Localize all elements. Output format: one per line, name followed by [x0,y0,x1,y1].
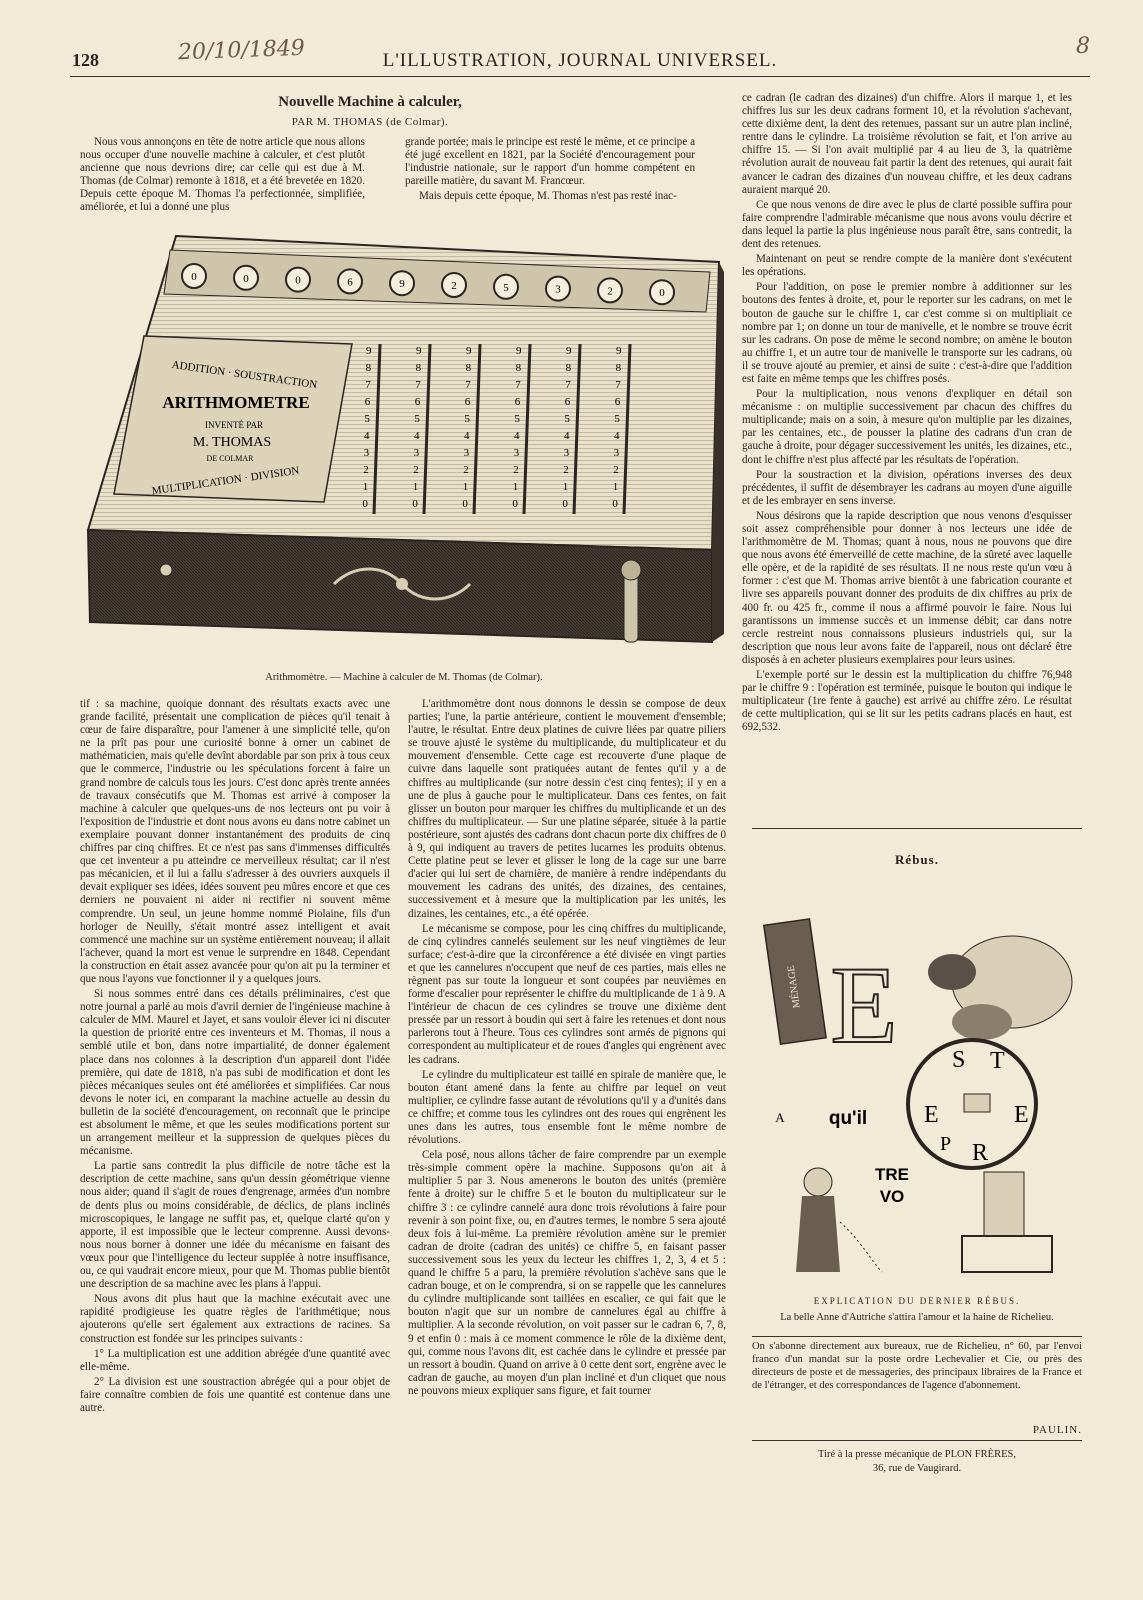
slot-scale-digit: 9 [366,345,372,357]
slot-scale-digit: 7 [515,379,521,391]
paragraph: Le cylindre du multiplicateur est taillé en spirale de manière que, le bouton étant amené dans la fente au chiffre par lequel on veut multiplier, ce cylindre fasse autant de révolutions qu'il y a d'unités dans ce chiffre; et comme tous les cylindres ont des roues qui engrènent les unes dans les autres, tous ensemble font le même nombre de révolutions. [408,1068,726,1147]
slot-scale-digit: 2 [413,464,419,476]
rebus-drawing [752,872,1082,1292]
paragraph: Cela posé, nous allons tâcher de faire comprendre par un exemple très-simple comment opère la machine. Supposons qu'on ait à multiplier 5 par 3. Nous amenerons le bouton des unités (première fente à droite) sur le chiffre 5 et le bouton du multiplicateur sur le chiffre 3 : ce cylindre cannelé aura donc trois révolutions à faire pour revenir à son point fixe, ou, en d'autres termes, le nombre 5 sera ajouté deux fois à lui-même. La première révolution amène sur le premier cadran de droite (cadran des unités) ce chiffre 5, en faisant passer successivement sous les yeux du lecteur les chiffres 1, 2, 3, 4 et 5 : quand le chiffre 5 a paru, la première révolution s'achève sans que le cadran bouge, et on le comprendra, si on se rappelle que les cannelures du cylindre multiplicande sont taillées en escalier, ce qui fait que le bouton n'agit que sur un nombre de cannelures égal au chiffre à multiplier. A la seconde révolution, on voit passer sur le cadran 6, 7, 8, 9 et enfin 0 : mais à ce moment commence le rôle de la dixième dent, qui, comme nous l'avons dit, est cachée dans le cylindre et pressée par un ressort à boudin. Quand on arrive à 0 cette dent sort, engrène avec le cadran de gauche, au moyen d'un plan incliné et d'un cliquet que nous ne pouvons mieux expliquer sans figure, et fait tourner [408,1149,726,1397]
slot-scale-digit: 4 [614,430,620,442]
slot-scale-digit: 0 [462,498,468,510]
horn-letter-3: T [990,1048,1005,1074]
slot-scale-digit: 6 [414,396,421,408]
slot-scale-digit: 9 [466,345,472,357]
paragraph: 2° La division est une soustraction abrégée qui a pour objet de faire connaître combien de fois une quantité est contenue dans une autre. [80,1375,390,1414]
rebus-explanation-text: La belle Anne d'Autriche s'attira l'amour et la haine de Richelieu. [780,1312,1054,1323]
slot-scale-digit: 1 [562,481,569,493]
horn-letter-6: P [940,1133,952,1155]
slot-scale-digit: 2 [363,464,369,476]
plate-line-4: M. THOMAS [192,435,272,450]
dial-digit: 2 [607,285,613,298]
paragraph: 1° La multiplication est une addition abrégée d'une quantité avec elle-même. [80,1347,390,1373]
slot-scale-digit: 6 [514,396,521,408]
slot-scale-digit: 6 [464,396,471,408]
paragraph: Le mécanisme se compose, pour les cinq chiffres du multiplicande, de cinq cylindres cannelés seulement sur les neuf vingtièmes de leur surface; c'est-à-dire que la circonférence a été divisée en vingt parties et que les cannelures n'occupent que neuf de ces parties, mais elles ne règnent pas sur toute la longueur et sont coupées par neuvièmes en forme d'escalier pour représenter le chiffre du multiplicande de 1 à 9. A l'intérieur de chacun de ces cylindres se trouve une dixième dent pressée par un ressort à boudin qui sert à faire les retenues et dont nous parlerons tout à l'heure. Tous ces cylindres sont armés de pignons qui correspondent au multiplicateur et de roues d'angles qui engrènent avec les cadrans. [408,922,726,1066]
slot-scale-digit: 5 [614,413,620,425]
letter-e: E [830,944,898,1066]
paragraph: La partie sans contredit la plus difficile de notre tâche est la description de cette machine, sans qu'un dessin géométrique vienne nous aider; quand il s'agit de roues d'engrenage, armées d'un nombre de dents plus ou moins considérable, de déclics, de plans inclinés microscopiques, le langage ne suffit pas, et, quelque clarté qu'on y apporte, il est impossible que le lecteur comprenne. Aussi devons-nous nous borner à donner une idée du mécanisme en faisant des vœux pour que l'intelligence du lecteur supplée à notre insuffisance, ou, ce qui vaudrait encore mieux, pour que M. Thomas publie bientôt une description de sa machine avec les plans à l'appui. [80,1160,390,1291]
person-head-icon [804,1168,832,1196]
slot-scale-digit: 5 [514,413,520,425]
paragraph: L'exemple porté sur le dessin est la multiplication du chiffre 76,948 par le chiffre 9 : l'opération est terminée, puisque le bouton qui indique le multiplicateur (1re fente à gauche) est arrivé au chiffre zéro. Le résultat de cette multiplication, qui se lit sur les petits cadrans placés en haut, est 692,532. [742,669,1072,734]
column-1-bottom [80,698,390,1458]
paragraph: L'arithmomètre dont nous donnons le dessin se compose de deux parties; l'une, la partie antérieure, contient le mouvement d'ensemble; l'autre, le résultat. Entre deux platines de cuivre liées par quatre piliers se trouve ajusté le système du multiplicande, du multiplicateur et du mouvement d'ensemble. Cette cage est recouverte d'une plaque de cuivre dans laquelle sont pratiquées autant de fentes qu'il y a de chiffres au multiplicande (sur notre dessin c'est cinq fentes); il y en a une de plus à gauche pour le multiplicateur. Dans ces fentes, on fait glisser un bouton pour marquer les chiffres du multiplicande et un des chiffres du multiplicateur. — Sur une platine séparée, située à la partie postérieure, sont ajustés des cadrans dont chacun porte dix chiffres de 0 à 9, qui indiquent au travers de petites lucarnes les produits obtenus. Cette platine peut se lever et glisser le long de la cage sur une barre d'acier qui lui sert de charnière, de manière à rendre indépendants du mouvement les cadrans des unités, des dizaines, des centaines, successivement et à mesure que la multiplication par les unités, les dizaines, les centaines, etc., a été opérée. [408,698,726,920]
signature: PAULIN. [1032,1424,1082,1436]
paragraph: Nous désirons que la rapide description que nous venons d'esquisser soit assez compréhensible pour donner à nos lecteurs une idée de l'arithmomètre de M. Thomas; quant à nous, nous ne pouvons que dire que nous avons été émerveillé de cette machine, de la sûreté avec laquelle elle opère, et de la rapidité de ses résultats. Il ne nous reste qu'un vœu à former : c'est que M. Thomas arrive bientôt à une fabrication courante et livre ses appareils pouvant donner des produits de dix chiffres au prix de 400 fr. ou 425 fr., comme il nous a affirmé pouvoir le faire. Nous lui garantissons un immense succès et un immense débit; car dans notre cercle restreint nous connaissons plusieurs industriels qui, sur la description que nous leur avons faite de l'appareil, nous ont déclaré être disposés à en acheter plusieurs exemplaires pour leurs usines. [742,509,1072,666]
dial-digit: 2 [451,280,457,292]
divider [752,1336,1082,1337]
slot-scale-digit: 9 [566,345,572,357]
dial-digit: 6 [347,276,353,289]
column-3 [742,92,1072,822]
rebus [752,852,1082,1292]
tomb-icon [984,1172,1024,1236]
paragraph: Pour la soustraction et la division, opérations inverses des deux précédentes, il suffit de désembrayer les cadrans au moyen d'une aiguille et de les embrayer en sens inverse. [742,468,1072,507]
horn-letter-4: E [1014,1102,1029,1128]
paragraph: Maintenant on peut se rendre compte de la manière dont s'exécutent les opérations. [742,253,1072,279]
printer-line-2: 36, rue de Vaugirard. [872,1463,962,1474]
plate-line-3: INVENTÉ PAR [205,420,263,430]
word-vo: VO [879,1187,905,1206]
horn-letter-1: E [924,1102,939,1128]
column-1-top [80,136,365,216]
running-head [70,34,1090,77]
arithmometer-drawing [84,232,724,660]
horn-letter-5: R [972,1140,989,1166]
slot-scale-digit: 6 [564,396,571,408]
slot-scale-digit: 2 [563,464,569,476]
slot-scale-digit: 4 [364,430,370,442]
letter-a: A [775,1110,785,1125]
slot-scale-digit: 3 [463,447,470,459]
slot-scale-digit: 7 [365,379,371,391]
slot-scale-digit: 5 [414,413,420,425]
paragraph: Nous avons dit plus haut que la machine exécutait avec une rapidité prodigieuse les quatre règles de l'arithmétique; nous ajouterons qu'elle sert également aux extractions de racines. Sa construction est fondée sur les principes suivants : [80,1293,390,1345]
subscription-notice: On s'abonne directement aux bureaux, rue de Richelieu, n° 60, par l'envoi franco d'un mandat sur la poste ordre Lechevalier et Cie, ou près des directeurs de poste et de messageries, des principaux libraires de la France et de l'étranger, et des correspondances de l'agence d'abonnement. [752,1341,1082,1391]
slot-scale-digit: 4 [464,430,470,442]
slot-scale-digit: 5 [364,413,370,425]
rebus-title: Rébus. [895,852,939,867]
cheese-icon [964,1094,990,1112]
divider [752,1440,1082,1441]
plate-line-5: DE COLMAR [206,454,254,463]
handwritten-mark: 8 [1076,34,1090,59]
dial-digit: 0 [659,287,665,300]
slot-scale-digit: 3 [363,447,370,459]
slot-scale-digit: 3 [613,447,620,459]
divider [752,828,1082,829]
slot-scale-digit: 1 [412,481,419,493]
slot-scale-digit: 0 [412,498,418,510]
slot-scale-digit: 7 [415,379,421,391]
slot-scale-digit: 9 [616,345,622,357]
paragraph: Si nous sommes entré dans ces détails préliminaires, c'est que notre journal a parlé au mois d'avril dernier de l'ingénieuse machine à calculer de MM. Maurel et Jayet, et sans vouloir élever ici ni discuter la question de priorité entre ces inventeurs et M. Thomas, il nous a semblé utile et bon, dans notre impartialité, de donner également place dans nos colonnes à la description d'un appareil dont l'idée première, qui date de 1818, n'a pas subi de modification et dont les pièces mécaniques seules ont été améliorées et simplifiées. Car nous devons le noter ici, en comparant la machine actuelle au dessin du bulletin de la société d'encouragement, on reconnaît que le principe est absolument le même, et que les seules modifications portent sur un arrangement meilleur et la suppression de quelques pièces du mécanisme. [80,988,390,1158]
paragraph: Pour la multiplication, nous venons d'expliquer en détail son mécanisme : on multiplie successivement par chacun des chiffres du multiplicande; mais on a soin, à mesure qu'on multiplie par les dizaines, par les centaines, etc., de pousser la platine des cadrans d'un cran de gauche à droite, pour dégager successivement les unités, les dizaines, etc., dont le chiffre n'est plus affecté par les résultats de l'opération. [742,388,1072,466]
slot-scale-digit: 3 [513,447,520,459]
dial-digit: 0 [191,271,197,283]
journal-title: L'ILLUSTRATION, JOURNAL UNIVERSEL. [382,50,778,71]
slot-scale-digit: 1 [362,481,369,493]
slot-scale-digit: 1 [512,481,519,493]
slot-scale-digit: 1 [612,481,619,493]
slot-scale-digit: 5 [464,413,470,425]
paragraph: Pour l'addition, on pose le premier nombre à additionner sur les boutons des fentes à droite, et, pour le reporter sur les cadrans, on met le bouton de gauche sur le chiffre 1, car c'est comme si on multipliait ce nombre par 1; on donne un tour de manivelle, et le nombre se trouve écrit sur les cadrans. On pose de même le second nombre; on amène le bouton au chiffre 1, et un autre tour de manivelle le transporte sur les cadrans, où il se trouve ajouté au premier, et ainsi de suite : c'est-à-dire que l'addition est faite en même temps que les chiffres posés. [742,281,1072,385]
slot-scale-digit: 5 [564,413,570,425]
dial-digit: 3 [555,283,561,296]
slot-scale-digit: 8 [565,362,572,374]
slot-scale-digit: 8 [365,362,372,374]
arithmometer-illustration [84,232,724,660]
article-title: Nouvelle Machine à calculer, [278,94,462,110]
column-2-top [405,136,695,216]
column-2-bottom [408,698,726,1458]
slot-scale-digit: 2 [513,464,519,476]
knob-left [160,564,172,576]
slot-scale-digit: 2 [613,464,619,476]
plate-line-2: ARITHMOMETRE [162,393,310,412]
slot-scale-digit: 0 [562,498,568,510]
paragraph: Nous vous annonçons en tête de notre article que nous allons nous occuper d'une nouvelle machine à calculer, et c'est plutôt ancienne que nous devrions dire; car celle qui est due à M. Thomas (de Colmar) remonte à 1818, et a été brevetée en 1820. Depuis cette époque M. Thomas l'a perfectionnée, simplifiée, améliorée, et lui a donné une plus [80,136,365,214]
slot-scale-digit: 0 [512,498,518,510]
rebus-explanation-title: EXPLICATION DU DERNIER RÉBUS. [813,1296,1021,1306]
pig-icon [952,1004,1012,1040]
slot-scale-digit: 3 [563,447,570,459]
figure-caption: Arithmomètre. — Machine à calculer de M. Thomas (de Colmar). [265,672,543,683]
article-byline: PAR M. THOMAS (de Colmar). [291,116,449,128]
slot-scale-digit: 0 [612,498,618,510]
person-body-icon [796,1196,840,1272]
slot-scale-digit: 3 [413,447,420,459]
slot-scale-digit: 4 [414,430,420,442]
slot-scale-digit: 2 [463,464,469,476]
paragraph: tif : sa machine, quoique donnant des résultats exacts avec une grande facilité, présentait une complication de pièces qu'il tenait à cœur de faire disparaître, pour l'amener à une simplicité telle, qu'on ne la prît pas pour une curiosité bonne à orner un cabinet de mathématicien, mais qu'elle devînt abordable par son prix à tous ceux que le commerce, l'industrie ou les spéculations forcent à faire un grand nombre de calculs tous les jours. C'est donc après trente années de travaux consécutifs que M. Thomas est arrivé à composer la machine à calculer que quelques-uns de nos lecteurs ont pu voir à l'exposition de l'industrie et dont nous avons eu dans notre cabinet un exemplaire pouvant donner instantanément des produits de cinq chiffres par cinq chiffres. Et ce n'est pas sans d'immenses difficultés que cet inventeur a pu atteindre ce merveilleux résultat; car il n'est pas mécanicien, et il lui a fallu s'adresser à des ouvriers auxquels il devait expliquer ses idées, idées souvent peu mûres encore et que ces derniers ne pouvaient ni aider ni rectifier ni souvent même comprendre. Un seul, un jeune homme nommé Piolaine, fils d'un horloger de Neuilly, s'était montré assez intelligent et avait commencé une machine sur un système entièrement nouveau; il allait l'achever, quand la mort est venue le surprendre en 1848. Cependant la construction en était assez avancée pour qu'on ait pu la terminer et que nous l'ayons vue fonctionner il y a quelques jours. [80,698,390,985]
slot-scale-digit: 6 [614,396,621,408]
word-quil: qu'il [828,1108,868,1129]
slot-scale-digit: 0 [362,498,368,510]
book-label: MÉNAGE [785,964,803,1009]
slot-scale-digit: 8 [615,362,622,374]
dial-digit: 5 [503,281,509,294]
plate-line-6: MULTIPLICATION · DIVISION [151,464,301,498]
slot-scale-digit: 7 [565,379,571,391]
slot-scale-digit: 4 [514,430,520,442]
paragraph: grande portée; mais le principe est resté le même, et ce principe a été jugé excellent en 1821, par la Société d'encouragement pour l'industrie nationale, sur le rapport d'un homme compétent en pareille matière, du savant M. Francœur. [405,136,695,188]
printer-imprint [752,1448,1082,1476]
slot-scale-digit: 8 [465,362,472,374]
slot-scale-digit: 8 [415,362,422,374]
slot-scale-digit: 4 [564,430,570,442]
fence-icon [962,1236,1052,1272]
cat-icon [928,954,976,990]
paragraph: Mais depuis cette époque, M. Thomas n'est pas resté inac- [419,190,677,203]
ornament-center [396,578,408,590]
crank-hub [621,560,641,580]
printer-line-1: Tiré à la presse mécanique de PLON FRÈRES, [818,1449,1016,1460]
slot-scale-digit: 7 [615,379,621,391]
paragraph: ce cadran (le cadran des dizaines) d'un chiffre. Alors il marque 1, et les chiffres lus sur les deux cadrans forment 10, et la révolution s'achevant, cette dixième dent, la dent des retenues, passant sur un autre plan incliné, rentre dans le cylindre. La troisième révolution se fait, et l'on arrive au chiffre 15. — Si l'on avait multiplié par 4 au lieu de 3, la quatrième révolution aurait de nouveau fait partir la dent des retenues, qui aurait fait avancer le cadran des dizaines d'un nouveau chiffre, et les deux cadrans auraient marqué 20. [742,92,1072,196]
plate-line-1: ADDITION · SOUSTRACTION [170,358,318,392]
dial-digit: 0 [295,274,301,287]
dial-digit: 0 [243,272,249,285]
paragraph: Ce que nous venons de dire avec le plus de clarté possible suffira pour faire comprendre l'admirable mécanisme que nous avons voulu décrire et dans lequel la partie la plus ingénieuse nous paraît être, sans contredit, la dent des retenues. [742,198,1072,251]
word-tre: TRE [875,1165,909,1184]
slot-scale-digit: 1 [462,481,469,493]
page-number: 128 [72,50,99,70]
slot-scale-digit: 6 [364,396,371,408]
slot-scale-digit: 9 [516,345,522,357]
slot-scale-digit: 7 [465,379,471,391]
slot-scale-digit: 8 [515,362,522,374]
horn-letter-2: S [952,1047,966,1073]
dial-digit: 9 [399,278,405,291]
water-stream-icon [840,1222,882,1272]
handwritten-date: 20/10/1849 [177,35,306,66]
slot-scale-digit: 9 [416,345,422,357]
